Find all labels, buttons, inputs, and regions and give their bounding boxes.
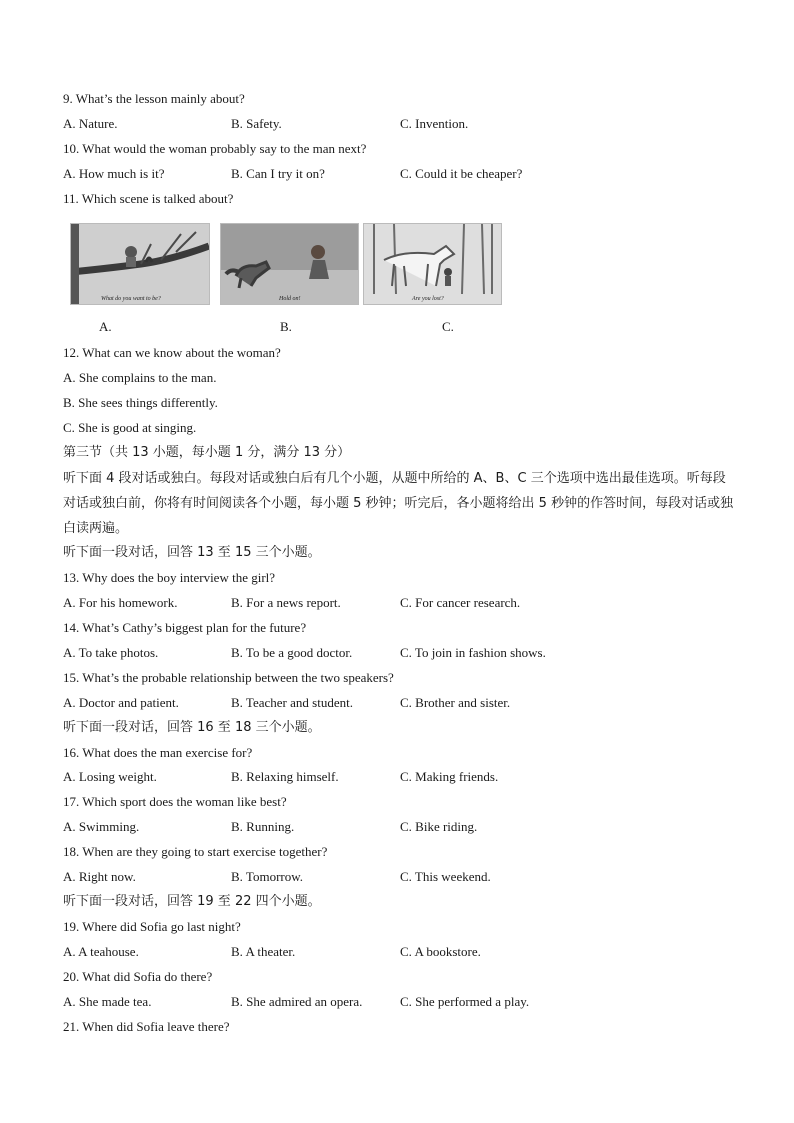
section-3-instructions: 听下面 4 段对话或独白。每段对话或独白后有几个小题，从题中所给的 A、B、C 三个选项中选出最佳选项。听每段对话或独白前，你将有时间阅读各个小题，每小题 5 秒钟；听完后，各小题将给出 5 秒钟的作答时间，每段对话或独白读两遍。 [63, 471, 734, 536]
option-a: A. For his homework. [63, 595, 178, 610]
option-a: A. Swimming. [63, 819, 140, 834]
option-b: B. Safety. [231, 116, 282, 131]
option-b: B. Teacher and student. [231, 695, 353, 710]
question-19: 19. Where did Sofia go last night? [63, 919, 241, 934]
option-b: B. Can I try it on? [231, 166, 325, 181]
option-a: A. To take photos. [63, 645, 159, 660]
option-a: A. Nature. [63, 116, 118, 131]
option-b: B. She sees things differently. [63, 395, 218, 410]
question-10: 10. What would the woman probably say to the man next? [63, 141, 367, 156]
option-b: B. A theater. [231, 944, 296, 959]
dialog-3-heading: 听下面一段对话，回答 19 至 22 四个小题。 [63, 894, 321, 909]
option-c: C. Brother and sister. [400, 695, 511, 710]
option-a: A. How much is it? [63, 166, 165, 181]
dialog-2-heading: 听下面一段对话，回答 16 至 18 三个小题。 [63, 720, 321, 735]
question-9: 9. What’s the lesson mainly about? [63, 91, 245, 106]
option-b: B. To be a good doctor. [231, 645, 353, 660]
section-3-title: 第三节（共 13 小题，每小题 1 分，满分 13 分） [63, 445, 351, 460]
option-a: A. Right now. [63, 869, 136, 884]
tree-boy-illustration [71, 224, 209, 304]
option-a: A. She complains to the man. [63, 370, 217, 385]
fox-boy-illustration [221, 224, 358, 304]
question-12: 12. What can we know about the woman? [63, 345, 281, 360]
option-c: C. A bookstore. [400, 944, 481, 959]
option-c: C. This weekend. [400, 869, 491, 884]
picture-c-caption: Are you lost? [412, 296, 444, 302]
option-c: C. For cancer research. [400, 595, 521, 610]
question-20: 20. What did Sofia do there? [63, 969, 213, 984]
option-b: B. Relaxing himself. [231, 769, 339, 784]
question-16: 16. What does the man exercise for? [63, 745, 253, 760]
picture-c [363, 223, 502, 305]
question-15: 15. What’s the probable relationship between the two speakers? [63, 670, 394, 685]
option-b: B. For a news report. [231, 595, 341, 610]
dialog-1-heading: 听下面一段对话，回答 13 至 15 三个小题。 [63, 545, 321, 560]
option-b: B. Running. [231, 819, 295, 834]
option-c: C. Could it be cheaper? [400, 166, 523, 181]
picture-a-caption: What do you want to be? [101, 296, 161, 302]
picture-c-label: C. [442, 319, 454, 334]
option-c: C. Bike riding. [400, 819, 478, 834]
option-c: C. She is good at singing. [63, 420, 197, 435]
question-11: 11. Which scene is talked about? [63, 191, 234, 206]
question-14: 14. What’s Cathy’s biggest plan for the future? [63, 620, 307, 635]
question-13: 13. Why does the boy interview the girl? [63, 570, 276, 585]
picture-b [220, 223, 359, 305]
picture-b-caption: Hold on! [279, 296, 301, 302]
option-a: A. She made tea. [63, 994, 152, 1009]
option-a: A. Doctor and patient. [63, 695, 179, 710]
picture-a [70, 223, 210, 305]
question-17: 17. Which sport does the woman like best? [63, 794, 287, 809]
option-c: C. To join in fashion shows. [400, 645, 546, 660]
question-21: 21. When did Sofia leave there? [63, 1019, 230, 1034]
option-b: B. She admired an opera. [231, 994, 363, 1009]
option-c: C. Invention. [400, 116, 469, 131]
option-a: A. Losing weight. [63, 769, 157, 784]
horse-illustration [364, 224, 501, 304]
option-a: A. A teahouse. [63, 944, 139, 959]
option-b: B. Tomorrow. [231, 869, 304, 884]
option-c: C. Making friends. [400, 769, 499, 784]
picture-b-label: B. [280, 319, 292, 334]
question-18: 18. When are they going to start exercise together? [63, 844, 328, 859]
picture-a-label: A. [99, 319, 112, 334]
option-c: C. She performed a play. [400, 994, 530, 1009]
